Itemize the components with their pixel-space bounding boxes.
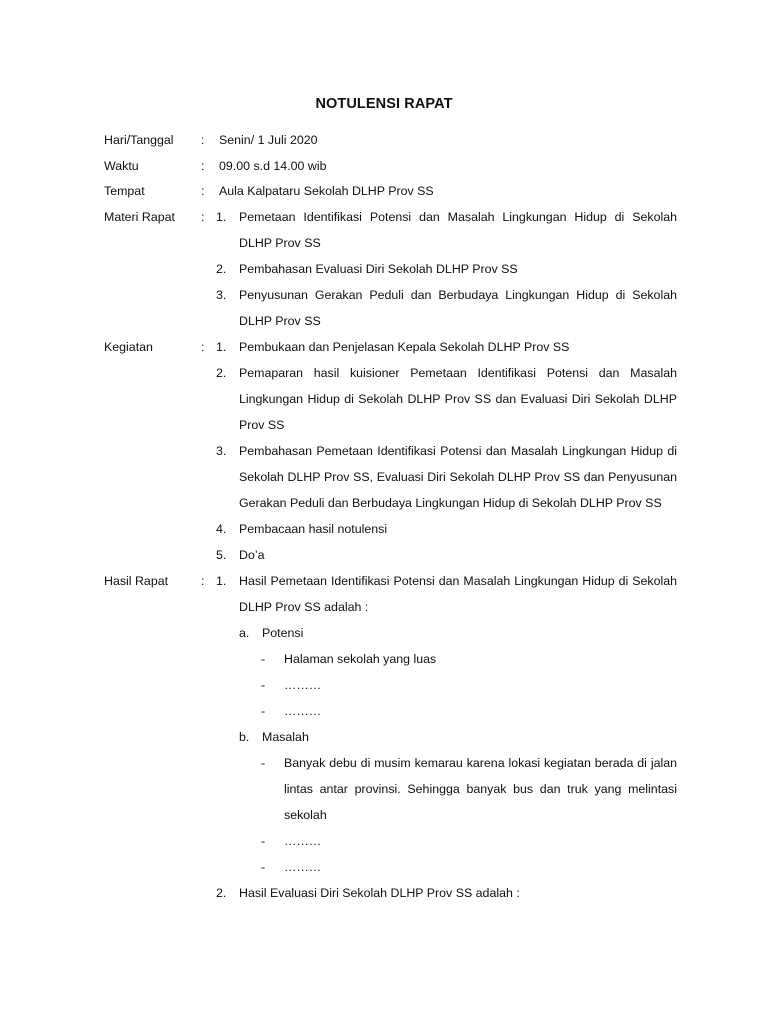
bullet-item (261, 698, 677, 724)
field-colon: : (201, 340, 205, 354)
list-item (216, 256, 677, 282)
field-value: 09.00 s.d 14.00 wib (219, 159, 327, 173)
list-item (216, 542, 677, 568)
list-item (216, 360, 677, 438)
dash-marker: - (261, 678, 266, 692)
materi-list (216, 204, 677, 334)
list-text: Pembahasan Pemetaan Identifikasi Potensi dan Masalah Lingkungan Hidup di Sekolah DLHP Prov SS, Evaluasi Diri Sekolah DLHP Prov SS dan Penyusunan Gerakan Peduli dan Berbudaya Lingkungan Hidup di Sekolah DLHP Prov SS (239, 444, 677, 510)
sub-letter: a. (239, 626, 250, 640)
bullet-text: Halaman sekolah yang luas (284, 652, 437, 666)
list-item (216, 568, 677, 620)
list-number: 4. (216, 522, 227, 536)
sub-letter: b. (239, 730, 250, 744)
bullet-item (261, 646, 677, 672)
dash-marker: - (261, 756, 266, 770)
field-value: Aula Kalpataru Sekolah DLHP Prov SS (219, 184, 434, 198)
document-title: NOTULENSI RAPAT (315, 96, 453, 112)
list-item (216, 334, 677, 360)
field-colon: : (201, 210, 205, 224)
field-colon: : (201, 184, 205, 198)
list-item (216, 516, 677, 542)
field-colon: : (201, 159, 205, 173)
list-number: 1. (216, 340, 227, 354)
field-label: Kegiatan (104, 340, 153, 354)
bullet-item (261, 750, 677, 828)
field-label: Waktu (104, 159, 139, 173)
sub-item-potensi (239, 620, 677, 646)
list-number: 5. (216, 548, 227, 562)
dash-marker: - (261, 834, 266, 848)
list-text: Hasil Evaluasi Diri Sekolah DLHP Prov SS adalah : (239, 886, 520, 900)
list-item (216, 204, 677, 256)
field-label: Hasil Rapat (104, 574, 169, 588)
bullet-text: ……… (284, 834, 322, 848)
list-text: Pembukaan dan Penjelasan Kepala Sekolah DLHP Prov SS (239, 340, 570, 354)
list-text: Penyusunan Gerakan Peduli dan Berbudaya Lingkungan Hidup di Sekolah DLHP Prov SS (239, 288, 677, 328)
dash-marker: - (261, 860, 266, 874)
field-colon: : (201, 133, 205, 147)
list-text: Pemaparan hasil kuisioner Pemetaan Identifikasi Potensi dan Masalah Lingkungan Hidup di Sekolah DLHP Prov SS dan Evaluasi Diri Sekolah DLHP Prov SS (239, 366, 677, 432)
list-number: 3. (216, 444, 227, 458)
field-label: Tempat (104, 184, 145, 198)
list-item (216, 880, 677, 906)
hasil-list (216, 568, 677, 906)
sub-label: Potensi (262, 626, 304, 640)
list-number: 3. (216, 288, 227, 302)
bullet-text: ……… (284, 704, 322, 718)
list-item (216, 438, 677, 516)
list-item (216, 282, 677, 334)
list-text: Pembahasan Evaluasi Diri Sekolah DLHP Prov SS (239, 262, 518, 276)
list-text: Pemetaan Identifikasi Potensi dan Masalah Lingkungan Hidup di Sekolah DLHP Prov SS (239, 210, 677, 250)
field-colon: : (201, 574, 205, 588)
kegiatan-list (216, 334, 677, 568)
bullet-text: Banyak debu di musim kemarau karena lokasi kegiatan berada di jalan lintas antar provinsi. Sehingga banyak bus dan truk yang melintasi sekolah (284, 756, 677, 822)
bullet-item (261, 828, 677, 854)
field-value: Senin/ 1 Juli 2020 (219, 133, 318, 147)
list-number: 1. (216, 574, 227, 588)
field-label: Hari/Tanggal (104, 133, 174, 147)
bullet-text: ……… (284, 860, 322, 874)
field-label: Materi Rapat (104, 210, 175, 224)
sub-item-masalah (239, 724, 677, 750)
sub-label: Masalah (262, 730, 309, 744)
list-number: 1. (216, 210, 227, 224)
bullet-item (261, 672, 677, 698)
list-text: Do’a (239, 548, 265, 562)
bullet-text: ……… (284, 678, 322, 692)
list-number: 2. (216, 262, 227, 276)
dash-marker: - (261, 652, 266, 666)
dash-marker: - (261, 704, 266, 718)
list-number: 2. (216, 886, 227, 900)
bullet-item (261, 854, 677, 880)
list-text: Pembacaan hasil notulensi (239, 522, 388, 536)
list-text: Hasil Pemetaan Identifikasi Potensi dan Masalah Lingkungan Hidup di Sekolah DLHP Prov SS adalah : (239, 574, 677, 614)
list-number: 2. (216, 366, 227, 380)
